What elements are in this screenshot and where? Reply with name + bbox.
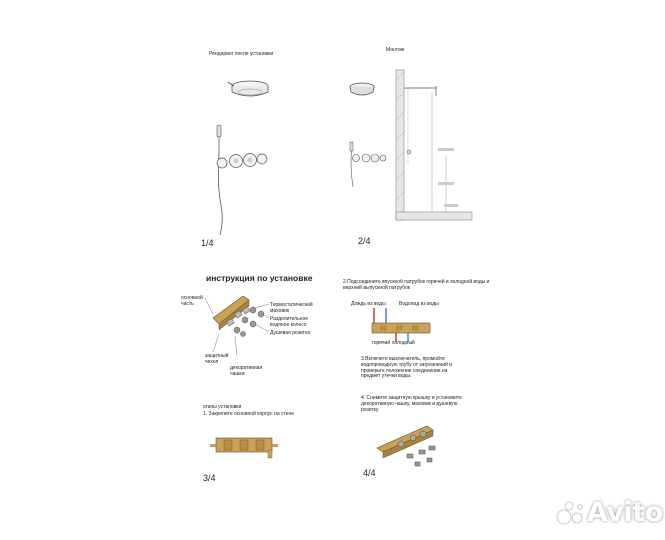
label-diverter-wheel: Разделительное водяное колесо xyxy=(270,316,309,328)
step-4-text: 4. Снимите защитную крышку и установите декоративную чашку, маховик и душевую розетку. xyxy=(361,395,462,413)
page-number-4: 4/4 xyxy=(363,468,376,478)
page-number-1: 1/4 xyxy=(201,238,214,248)
steps-title: этапы установки xyxy=(203,404,242,410)
label-spout: Водопад из воды xyxy=(399,301,439,307)
label-main-body: основной часть xyxy=(181,295,203,307)
label-thermostatic-handle: Термостатический маховик xyxy=(270,302,313,314)
page-number-2: 2/4 xyxy=(358,236,371,246)
step-1-text: 1. Закрепите основной корпус на стене xyxy=(203,411,295,417)
label-shower-outlet: Душевая розетка xyxy=(270,330,310,336)
mounting-caption: Монтаж xyxy=(386,47,405,53)
label-decorative-cup: декоративная чашка xyxy=(230,365,263,377)
pipe-connection-drawing xyxy=(372,308,432,342)
instruction-title: инструкция по установке xyxy=(206,273,313,283)
wall-mounting-section-drawing xyxy=(396,70,474,222)
avito-brand-text: Avito xyxy=(587,497,663,528)
label-rain-outlet: Дождь из воды xyxy=(351,301,386,307)
final-assembly-drawing xyxy=(371,422,443,468)
exploded-valve-drawing xyxy=(205,290,275,358)
page-number-3: 3/4 xyxy=(203,473,216,483)
rendering-caption: Рендеринг после установки xyxy=(209,51,274,57)
label-hot: горячий xyxy=(372,340,391,346)
mixer-valve-small-drawing xyxy=(346,142,386,190)
mixer-with-hand-shower-drawing xyxy=(212,125,268,237)
label-cold: холодный xyxy=(392,340,415,346)
step-3-text: 3.Включите выключатель, промойте водопроводную трубу от загрязнений и проверьте положение соединения на предмет утечки воды. xyxy=(361,356,453,380)
step-2-text: 2.Подсоедините впускной патрубок горячей и холодной воды и верхний выпускной патрубок xyxy=(343,279,490,291)
rain-shower-head-drawing xyxy=(224,78,274,106)
avito-watermark xyxy=(556,497,663,531)
valve-body-on-wall-drawing xyxy=(210,434,278,458)
overhead-shower-small-drawing xyxy=(347,81,377,99)
label-protective-cover: защитный чехол xyxy=(205,353,229,365)
avito-dots-icon xyxy=(556,501,586,527)
